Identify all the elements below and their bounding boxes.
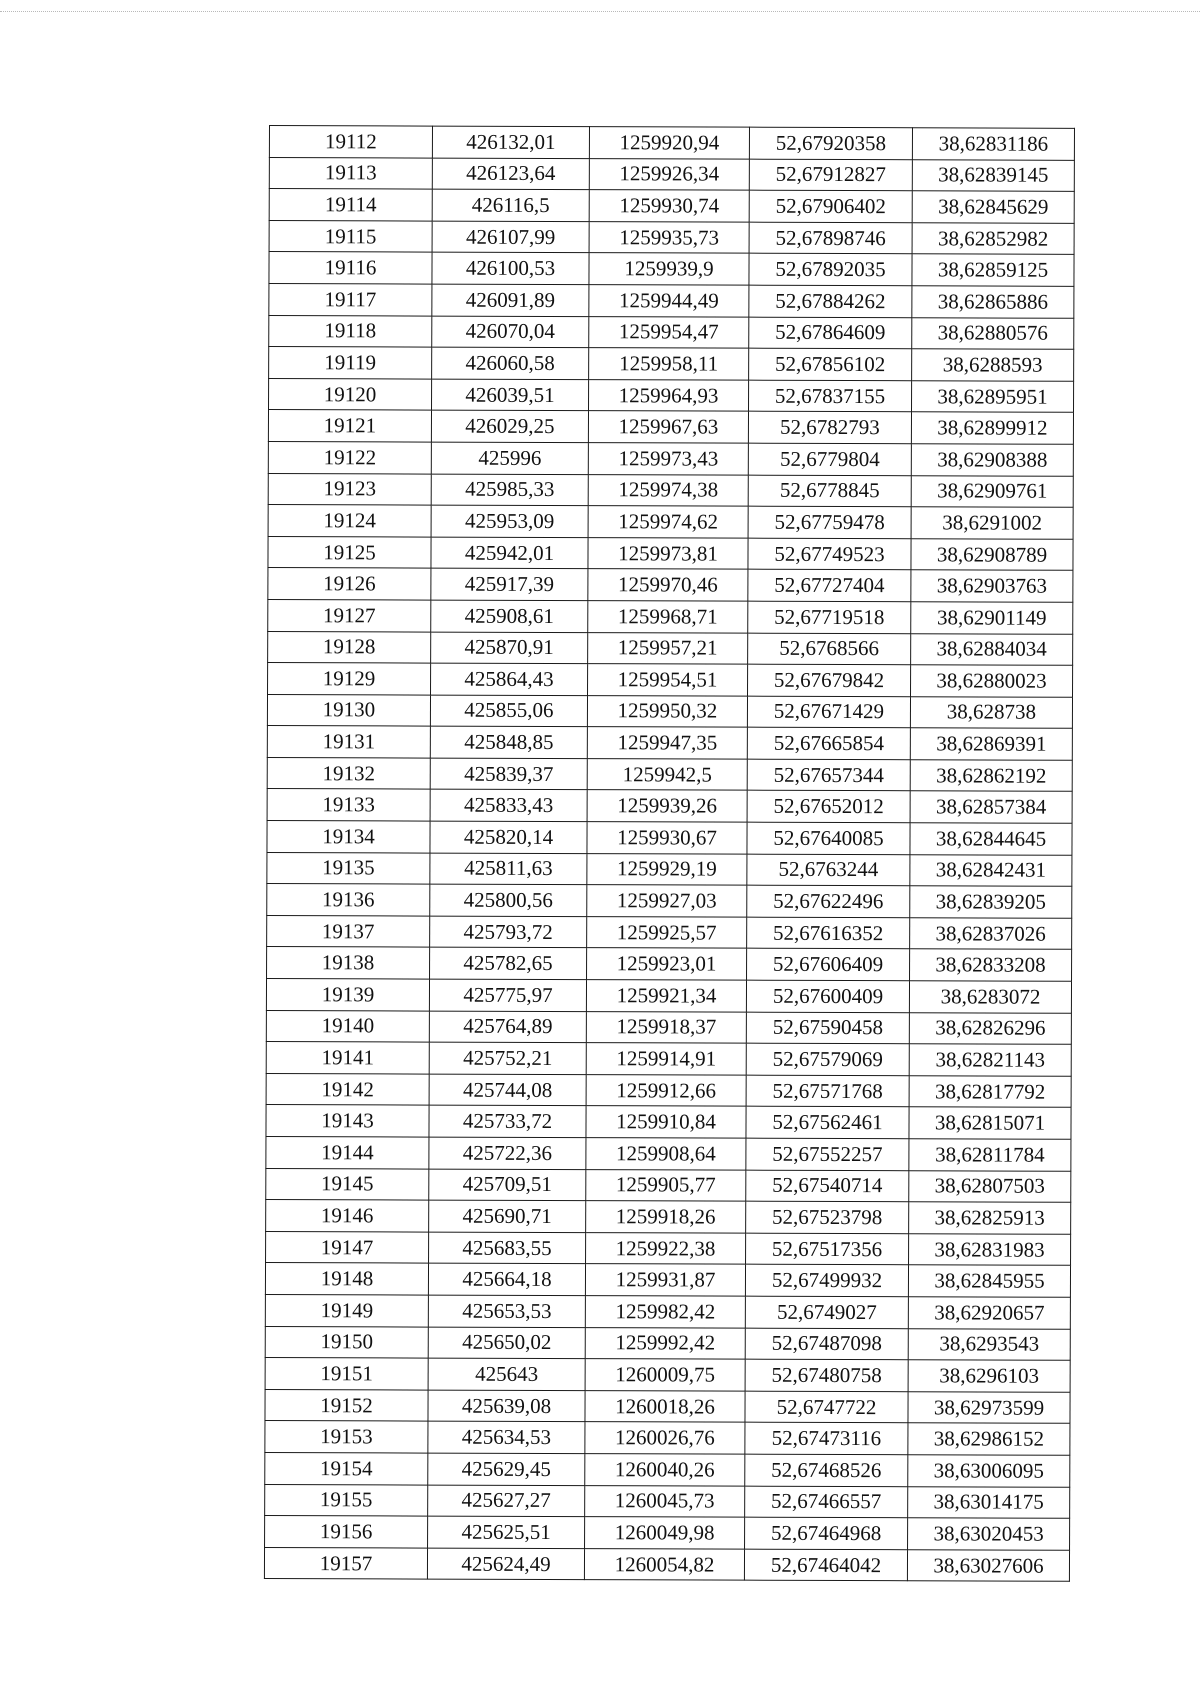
x-coordinate-cell: 426132,01 xyxy=(432,126,589,158)
point-number-cell: 19139 xyxy=(266,979,429,1011)
latitude-cell: 52,67884262 xyxy=(749,285,912,317)
table-row xyxy=(268,505,1073,539)
y-coordinate-cell: 1259926,34 xyxy=(589,158,749,190)
latitude-cell: 52,6778845 xyxy=(748,475,911,507)
longitude-cell: 38,62825913 xyxy=(909,1202,1071,1234)
y-coordinate-cell: 1259992,42 xyxy=(585,1327,745,1359)
longitude-cell: 38,63006095 xyxy=(908,1455,1070,1487)
latitude-cell: 52,67466557 xyxy=(745,1486,908,1518)
longitude-cell: 38,63027606 xyxy=(907,1549,1069,1581)
x-coordinate-cell: 425629,45 xyxy=(428,1453,585,1485)
longitude-cell: 38,6291002 xyxy=(911,507,1073,539)
point-number-cell: 19138 xyxy=(267,947,430,979)
table-row xyxy=(264,1547,1069,1581)
x-coordinate-cell: 425917,39 xyxy=(431,568,588,600)
latitude-cell: 52,67657344 xyxy=(747,759,910,791)
point-number-cell: 19127 xyxy=(268,599,431,631)
table-row xyxy=(266,979,1071,1013)
longitude-cell: 38,62811784 xyxy=(909,1139,1071,1171)
longitude-cell: 38,62817792 xyxy=(909,1076,1071,1108)
longitude-cell: 38,62831186 xyxy=(912,128,1074,160)
y-coordinate-cell: 1259914,91 xyxy=(586,1043,746,1075)
latitude-cell: 52,67671429 xyxy=(747,696,910,728)
longitude-cell: 38,63014175 xyxy=(908,1486,1070,1518)
latitude-cell: 52,6749027 xyxy=(745,1296,908,1328)
x-coordinate-cell: 426116,5 xyxy=(432,189,589,221)
point-number-cell: 19125 xyxy=(268,536,431,568)
longitude-cell: 38,62908789 xyxy=(911,538,1073,570)
longitude-cell: 38,62862192 xyxy=(910,760,1072,792)
x-coordinate-cell: 425690,71 xyxy=(429,1200,586,1232)
point-number-cell: 19113 xyxy=(269,157,432,189)
point-number-cell: 19137 xyxy=(267,915,430,947)
y-coordinate-cell: 1259929,19 xyxy=(587,853,747,885)
longitude-cell: 38,628738 xyxy=(910,696,1072,728)
y-coordinate-cell: 1259970,46 xyxy=(588,569,748,601)
x-coordinate-cell: 425996 xyxy=(431,442,588,474)
y-coordinate-cell: 1259918,37 xyxy=(586,1011,746,1043)
table-row xyxy=(265,1358,1070,1392)
table-row xyxy=(267,852,1072,886)
latitude-cell: 52,67600409 xyxy=(746,980,909,1012)
y-coordinate-cell: 1259973,43 xyxy=(588,443,748,475)
table-row xyxy=(267,757,1072,791)
point-number-cell: 19130 xyxy=(267,694,430,726)
point-number-cell: 19115 xyxy=(269,220,432,252)
point-number-cell: 19151 xyxy=(265,1358,428,1390)
table-row xyxy=(266,1168,1071,1202)
longitude-cell: 38,62901149 xyxy=(911,602,1073,634)
point-number-cell: 19129 xyxy=(268,663,431,695)
point-number-cell: 19126 xyxy=(268,568,431,600)
latitude-cell: 52,6779804 xyxy=(748,443,911,475)
x-coordinate-cell: 425643 xyxy=(428,1358,585,1390)
y-coordinate-cell: 1259982,42 xyxy=(585,1296,745,1328)
x-coordinate-cell: 426039,51 xyxy=(432,379,589,411)
y-coordinate-cell: 1259974,62 xyxy=(588,506,748,538)
longitude-cell: 38,62842431 xyxy=(910,854,1072,886)
longitude-cell: 38,62880576 xyxy=(912,317,1074,349)
x-coordinate-cell: 425839,37 xyxy=(430,758,587,790)
table-row xyxy=(265,1484,1070,1518)
table-row xyxy=(266,1136,1071,1170)
point-number-cell: 19147 xyxy=(266,1231,429,1263)
longitude-cell: 38,62986152 xyxy=(908,1423,1070,1455)
table-row xyxy=(269,189,1074,223)
y-coordinate-cell: 1259939,9 xyxy=(589,253,749,285)
x-coordinate-cell: 425848,85 xyxy=(430,726,587,758)
y-coordinate-cell: 1259918,26 xyxy=(586,1201,746,1233)
longitude-cell: 38,62865886 xyxy=(912,286,1074,318)
latitude-cell: 52,67679842 xyxy=(748,664,911,696)
table-row xyxy=(268,536,1073,570)
table-row xyxy=(268,441,1073,475)
longitude-cell: 38,62908388 xyxy=(911,444,1073,476)
point-number-cell: 19134 xyxy=(267,821,430,853)
x-coordinate-cell: 425775,97 xyxy=(429,979,586,1011)
table-row xyxy=(268,568,1073,602)
y-coordinate-cell: 1260045,73 xyxy=(585,1485,745,1517)
latitude-cell: 52,6763244 xyxy=(747,854,910,886)
longitude-cell: 38,62852982 xyxy=(912,223,1074,255)
x-coordinate-cell: 425833,43 xyxy=(430,790,587,822)
x-coordinate-cell: 425793,72 xyxy=(430,916,587,948)
longitude-cell: 38,62895951 xyxy=(912,380,1074,412)
latitude-cell: 52,67898746 xyxy=(749,222,912,254)
longitude-cell: 38,6293543 xyxy=(908,1328,1070,1360)
longitude-cell: 38,62831983 xyxy=(909,1234,1071,1266)
longitude-cell: 38,6296103 xyxy=(908,1360,1070,1392)
y-coordinate-cell: 1259967,63 xyxy=(588,411,748,443)
table-row xyxy=(267,789,1072,823)
point-number-cell: 19148 xyxy=(265,1263,428,1295)
table-row xyxy=(265,1452,1070,1486)
point-number-cell: 19149 xyxy=(265,1294,428,1326)
point-number-cell: 19141 xyxy=(266,1042,429,1074)
scan-edge-line xyxy=(0,11,1200,12)
table-row xyxy=(268,631,1073,665)
point-number-cell: 19150 xyxy=(265,1326,428,1358)
latitude-cell: 52,67517356 xyxy=(746,1233,909,1265)
point-number-cell: 19121 xyxy=(268,410,431,442)
point-number-cell: 19136 xyxy=(267,884,430,916)
point-number-cell: 19152 xyxy=(265,1389,428,1421)
x-coordinate-cell: 426107,99 xyxy=(432,221,589,253)
point-number-cell: 19117 xyxy=(269,283,432,315)
table-row xyxy=(269,347,1074,381)
y-coordinate-cell: 1259920,94 xyxy=(589,127,749,159)
y-coordinate-cell: 1259905,77 xyxy=(586,1169,746,1201)
point-number-cell: 19153 xyxy=(265,1421,428,1453)
latitude-cell: 52,67727404 xyxy=(748,569,911,601)
table-row xyxy=(269,157,1074,191)
x-coordinate-cell: 426091,89 xyxy=(432,284,589,316)
x-coordinate-cell: 425664,18 xyxy=(428,1263,585,1295)
latitude-cell: 52,67837155 xyxy=(749,380,912,412)
table-row xyxy=(269,252,1074,286)
x-coordinate-cell: 425942,01 xyxy=(431,537,588,569)
latitude-cell: 52,67571768 xyxy=(746,1075,909,1107)
y-coordinate-cell: 1259927,03 xyxy=(587,885,747,917)
latitude-cell: 52,67864609 xyxy=(749,317,912,349)
y-coordinate-cell: 1259950,32 xyxy=(587,695,747,727)
longitude-cell: 38,62880023 xyxy=(911,665,1073,697)
table-row xyxy=(267,915,1072,949)
table-row xyxy=(265,1516,1070,1550)
y-coordinate-cell: 1259935,73 xyxy=(589,221,749,253)
longitude-cell: 38,62899912 xyxy=(911,412,1073,444)
point-number-cell: 19156 xyxy=(265,1516,428,1548)
longitude-cell: 38,62807503 xyxy=(909,1170,1071,1202)
point-number-cell: 19143 xyxy=(266,1105,429,1137)
x-coordinate-cell: 425800,56 xyxy=(430,884,587,916)
table-row xyxy=(265,1326,1070,1360)
y-coordinate-cell: 1260009,75 xyxy=(585,1359,745,1391)
x-coordinate-cell: 425709,51 xyxy=(429,1169,586,1201)
longitude-cell: 38,62815071 xyxy=(909,1107,1071,1139)
point-number-cell: 19119 xyxy=(269,347,432,379)
table-row xyxy=(268,410,1073,444)
x-coordinate-cell: 425733,72 xyxy=(429,1105,586,1137)
y-coordinate-cell: 1259973,81 xyxy=(588,537,748,569)
point-number-cell: 19123 xyxy=(268,473,431,505)
x-coordinate-cell: 425625,51 xyxy=(428,1516,585,1548)
latitude-cell: 52,6782793 xyxy=(748,412,911,444)
x-coordinate-cell: 425634,53 xyxy=(428,1421,585,1453)
longitude-cell: 38,63020453 xyxy=(908,1518,1070,1550)
table-row xyxy=(266,1200,1071,1234)
table-row xyxy=(267,884,1072,918)
x-coordinate-cell: 425744,08 xyxy=(429,1074,586,1106)
latitude-cell: 52,67464968 xyxy=(745,1517,908,1549)
y-coordinate-cell: 1259910,84 xyxy=(586,1106,746,1138)
point-number-cell: 19120 xyxy=(269,378,432,410)
point-number-cell: 19131 xyxy=(267,726,430,758)
table-row xyxy=(269,126,1074,160)
latitude-cell: 52,6768566 xyxy=(748,633,911,665)
point-number-cell: 19144 xyxy=(266,1136,429,1168)
y-coordinate-cell: 1260018,26 xyxy=(585,1390,745,1422)
longitude-cell: 38,62826296 xyxy=(909,1012,1071,1044)
latitude-cell: 52,67606409 xyxy=(747,949,910,981)
table-row xyxy=(265,1389,1070,1423)
x-coordinate-cell: 425752,21 xyxy=(429,1042,586,1074)
coordinates-table-body xyxy=(264,126,1074,1582)
x-coordinate-cell: 426029,25 xyxy=(431,410,588,442)
table-row xyxy=(267,821,1072,855)
latitude-cell: 52,67499932 xyxy=(745,1265,908,1297)
x-coordinate-cell: 426100,53 xyxy=(432,252,589,284)
table-row xyxy=(267,947,1072,981)
x-coordinate-cell: 425722,36 xyxy=(429,1137,586,1169)
y-coordinate-cell: 1259968,71 xyxy=(588,601,748,633)
latitude-cell: 52,67562461 xyxy=(746,1107,909,1139)
latitude-cell: 52,67480758 xyxy=(745,1359,908,1391)
y-coordinate-cell: 1259923,01 xyxy=(587,948,747,980)
table-row xyxy=(269,220,1074,254)
x-coordinate-cell: 425653,53 xyxy=(428,1295,585,1327)
table-row xyxy=(268,599,1073,633)
longitude-cell: 38,62844645 xyxy=(910,823,1072,855)
longitude-cell: 38,62859125 xyxy=(912,254,1074,286)
latitude-cell: 52,67719518 xyxy=(748,601,911,633)
table-row xyxy=(265,1421,1070,1455)
latitude-cell: 52,67856102 xyxy=(749,348,912,380)
table-row xyxy=(266,1042,1071,1076)
longitude-cell: 38,62920657 xyxy=(908,1297,1070,1329)
y-coordinate-cell: 1259958,11 xyxy=(589,348,749,380)
point-number-cell: 19116 xyxy=(269,252,432,284)
y-coordinate-cell: 1260049,98 xyxy=(585,1517,745,1549)
y-coordinate-cell: 1259974,38 xyxy=(588,474,748,506)
longitude-cell: 38,62839145 xyxy=(912,159,1074,191)
longitude-cell: 38,62837026 xyxy=(910,918,1072,950)
latitude-cell: 52,67523798 xyxy=(746,1201,909,1233)
y-coordinate-cell: 1259921,34 xyxy=(586,980,746,1012)
table-row xyxy=(265,1263,1070,1297)
table-row xyxy=(268,473,1073,507)
y-coordinate-cell: 1259908,64 xyxy=(586,1138,746,1170)
latitude-cell: 52,6747722 xyxy=(745,1391,908,1423)
point-number-cell: 19133 xyxy=(267,789,430,821)
longitude-cell: 38,62845629 xyxy=(912,191,1074,223)
y-coordinate-cell: 1259925,57 xyxy=(587,916,747,948)
x-coordinate-cell: 425683,55 xyxy=(429,1232,586,1264)
x-coordinate-cell: 425820,14 xyxy=(430,821,587,853)
x-coordinate-cell: 425908,61 xyxy=(431,600,588,632)
latitude-cell: 52,67759478 xyxy=(748,506,911,538)
point-number-cell: 19154 xyxy=(265,1452,428,1484)
point-number-cell: 19142 xyxy=(266,1073,429,1105)
longitude-cell: 38,62839205 xyxy=(910,886,1072,918)
coordinates-table xyxy=(264,125,1075,1582)
y-coordinate-cell: 1259954,47 xyxy=(589,316,749,348)
latitude-cell: 52,67665854 xyxy=(747,727,910,759)
latitude-cell: 52,67920358 xyxy=(749,127,912,159)
longitude-cell: 38,62857384 xyxy=(910,791,1072,823)
table-row xyxy=(266,1231,1071,1265)
x-coordinate-cell: 425627,27 xyxy=(428,1485,585,1517)
y-coordinate-cell: 1259947,35 xyxy=(587,727,747,759)
x-coordinate-cell: 426123,64 xyxy=(432,158,589,190)
longitude-cell: 38,62973599 xyxy=(908,1391,1070,1423)
y-coordinate-cell: 1259931,87 xyxy=(585,1264,745,1296)
longitude-cell: 38,62845955 xyxy=(908,1265,1070,1297)
x-coordinate-cell: 425953,09 xyxy=(431,505,588,537)
y-coordinate-cell: 1259944,49 xyxy=(589,285,749,317)
point-number-cell: 19140 xyxy=(266,1010,429,1042)
point-number-cell: 19124 xyxy=(268,505,431,537)
longitude-cell: 38,62909761 xyxy=(911,475,1073,507)
table-row xyxy=(267,726,1072,760)
point-number-cell: 19132 xyxy=(267,757,430,789)
latitude-cell: 52,67540714 xyxy=(746,1170,909,1202)
point-number-cell: 19157 xyxy=(264,1547,427,1579)
longitude-cell: 38,62833208 xyxy=(910,949,1072,981)
y-coordinate-cell: 1260026,76 xyxy=(585,1422,745,1454)
point-number-cell: 19146 xyxy=(266,1200,429,1232)
longitude-cell: 38,62869391 xyxy=(910,728,1072,760)
latitude-cell: 52,67616352 xyxy=(747,917,910,949)
y-coordinate-cell: 1259954,51 xyxy=(588,664,748,696)
longitude-cell: 38,6283072 xyxy=(909,981,1071,1013)
x-coordinate-cell: 425782,65 xyxy=(430,948,587,980)
y-coordinate-cell: 1259930,74 xyxy=(589,190,749,222)
y-coordinate-cell: 1259964,93 xyxy=(589,379,749,411)
x-coordinate-cell: 425864,43 xyxy=(431,663,588,695)
latitude-cell: 52,67579069 xyxy=(746,1043,909,1075)
point-number-cell: 19118 xyxy=(269,315,432,347)
x-coordinate-cell: 425639,08 xyxy=(428,1390,585,1422)
x-coordinate-cell: 426070,04 xyxy=(432,316,589,348)
y-coordinate-cell: 1260040,26 xyxy=(585,1454,745,1486)
table-row xyxy=(266,1105,1071,1139)
longitude-cell: 38,62884034 xyxy=(911,633,1073,665)
table-row xyxy=(268,663,1073,697)
latitude-cell: 52,67552257 xyxy=(746,1138,909,1170)
y-coordinate-cell: 1260054,82 xyxy=(584,1548,744,1580)
point-number-cell: 19135 xyxy=(267,852,430,884)
table-row xyxy=(269,378,1074,412)
latitude-cell: 52,67487098 xyxy=(745,1328,908,1360)
table-row xyxy=(266,1010,1071,1044)
y-coordinate-cell: 1259922,38 xyxy=(586,1232,746,1264)
y-coordinate-cell: 1259912,66 xyxy=(586,1074,746,1106)
y-coordinate-cell: 1259957,21 xyxy=(588,632,748,664)
point-number-cell: 19122 xyxy=(268,441,431,473)
latitude-cell: 52,67464042 xyxy=(744,1549,907,1581)
x-coordinate-cell: 425764,89 xyxy=(429,1011,586,1043)
table-row xyxy=(266,1073,1071,1107)
latitude-cell: 52,67473116 xyxy=(745,1423,908,1455)
latitude-cell: 52,67906402 xyxy=(749,190,912,222)
x-coordinate-cell: 425985,33 xyxy=(431,474,588,506)
latitude-cell: 52,67590458 xyxy=(746,1012,909,1044)
table-row xyxy=(265,1294,1070,1328)
longitude-cell: 38,62903763 xyxy=(911,570,1073,602)
point-number-cell: 19112 xyxy=(269,126,432,158)
latitude-cell: 52,67652012 xyxy=(747,791,910,823)
x-coordinate-cell: 425650,02 xyxy=(428,1327,585,1359)
table-row xyxy=(269,315,1074,349)
longitude-cell: 38,6288593 xyxy=(912,349,1074,381)
latitude-cell: 52,67622496 xyxy=(747,885,910,917)
x-coordinate-cell: 425855,06 xyxy=(430,695,587,727)
table-row xyxy=(269,283,1074,317)
latitude-cell: 52,67912827 xyxy=(749,159,912,191)
x-coordinate-cell: 425811,63 xyxy=(430,853,587,885)
x-coordinate-cell: 426060,58 xyxy=(432,347,589,379)
longitude-cell: 38,62821143 xyxy=(909,1044,1071,1076)
latitude-cell: 52,67640085 xyxy=(747,822,910,854)
x-coordinate-cell: 425624,49 xyxy=(427,1548,584,1580)
point-number-cell: 19155 xyxy=(265,1484,428,1516)
latitude-cell: 52,67468526 xyxy=(745,1454,908,1486)
y-coordinate-cell: 1259930,67 xyxy=(587,822,747,854)
latitude-cell: 52,67892035 xyxy=(749,254,912,286)
x-coordinate-cell: 425870,91 xyxy=(431,632,588,664)
latitude-cell: 52,67749523 xyxy=(748,538,911,570)
point-number-cell: 19114 xyxy=(269,189,432,221)
table-row xyxy=(267,694,1072,728)
point-number-cell: 19145 xyxy=(266,1168,429,1200)
point-number-cell: 19128 xyxy=(268,631,431,663)
y-coordinate-cell: 1259942,5 xyxy=(587,758,747,790)
y-coordinate-cell: 1259939,26 xyxy=(587,790,747,822)
